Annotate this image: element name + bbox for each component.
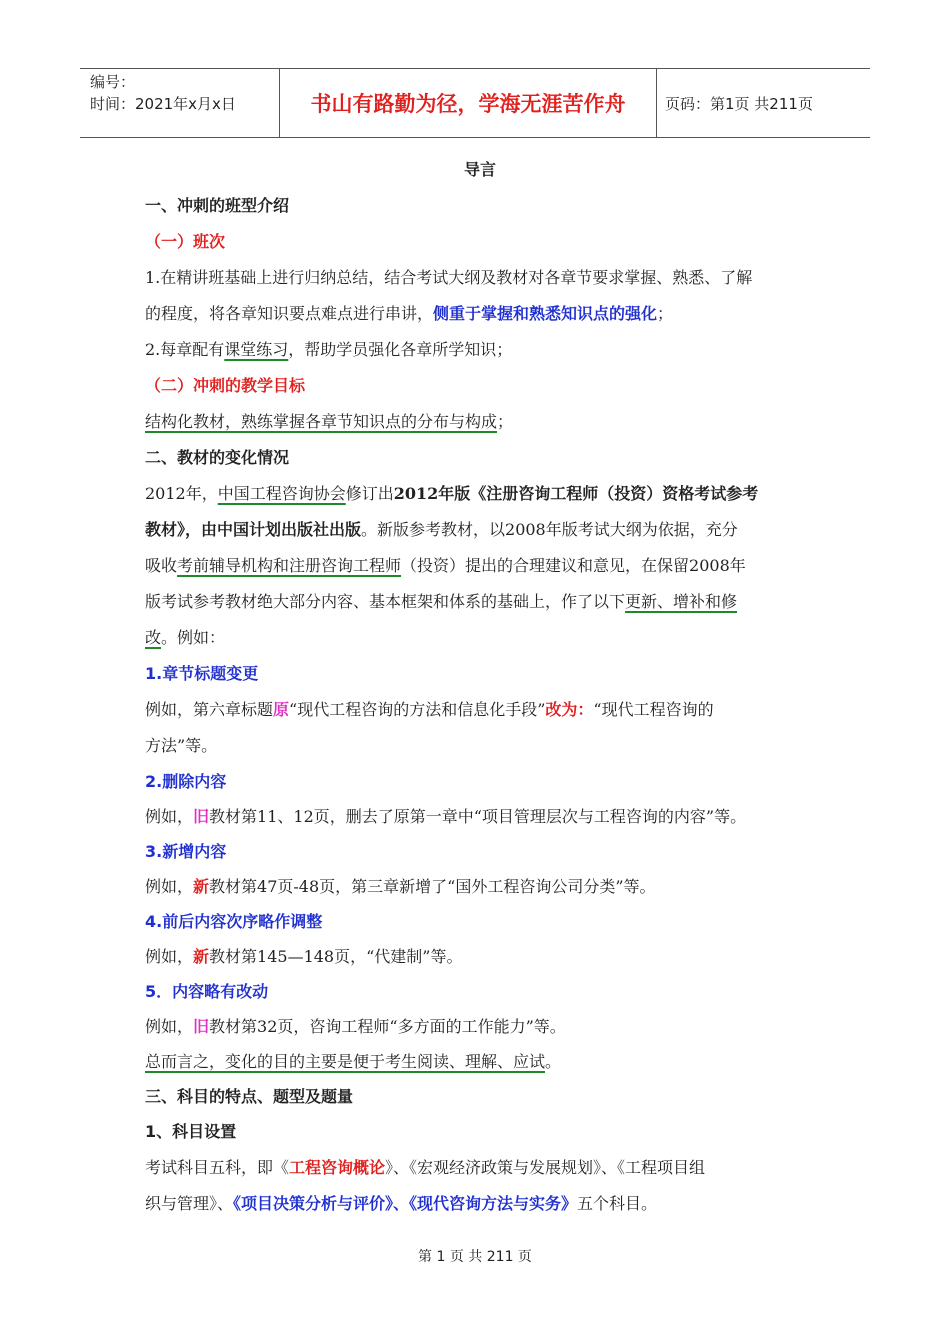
item-heading-5: 5．内容略有改动: [145, 982, 269, 1001]
underlined-text: 更新、增补和修: [625, 592, 738, 611]
highlight-text: 侧重于掌握和熟悉知识点的强化: [433, 304, 658, 323]
paragraph-line: 结构化教材，熟练掌握各章节知识点的分布与构成；: [145, 412, 514, 431]
paragraph-line: 织与管理》、《项目决策分析与评价》、《现代咨询方法与实务》五个科目。: [145, 1194, 658, 1213]
marker-old: 旧: [193, 807, 210, 826]
subject-highlight: 《项目决策分析与评价》、《现代咨询方法与实务》: [233, 1194, 578, 1213]
underlined-text: 总而言之，变化的目的主要是便于考生阅读、理解、应试: [145, 1052, 546, 1071]
paragraph-line: 版考试参考教材绝大部分内容、基本框架和体系的基础上，作了以下更新、增补和修: [145, 592, 738, 611]
paragraph-line: 2012年，中国工程咨询协会修订出2012年版《注册咨询工程师（投资）资格考试参考: [145, 484, 759, 503]
paragraph-line: 例如，第六章标题原“现代工程咨询的方法和信息化手段”改为：“现代工程咨询的: [145, 700, 714, 719]
subject-highlight: 工程咨询概论: [289, 1158, 386, 1177]
page-footer: 第 1 页 共 211 页: [418, 1249, 532, 1265]
section-heading-2: 二、教材的变化情况: [145, 448, 290, 467]
paragraph-line: 例如，旧教材第32页，咨询工程师“多方面的工作能力”等。: [145, 1017, 566, 1036]
bold-text: 2012年版《注册咨询工程师（投资）资格考试参考: [393, 484, 759, 503]
item-heading-4: 4.前后内容次序略作调整: [145, 912, 323, 931]
time-label: 时间：2021年x月x日: [90, 95, 236, 113]
paragraph-line: 改。例如：: [145, 628, 226, 647]
section-heading-3: 三、科目的特点、题型及题量: [145, 1087, 354, 1106]
item-heading-2: 2.删除内容: [145, 772, 227, 791]
marker-new: 新: [193, 877, 210, 896]
marker-changed: 改为：: [545, 700, 594, 719]
bold-text: 教材》，由中国计划出版社出版: [145, 520, 362, 539]
paragraph-line: 吸收考前辅导机构和注册咨询工程师（投资）提出的合理建议和意见，在保留2008年: [145, 556, 746, 575]
number-label: 编号：: [90, 73, 136, 91]
paragraph-line: 总而言之，变化的目的主要是便于考生阅读、理解、应试。: [145, 1052, 562, 1071]
paragraph-line: 例如，新教材第145—148页，“代建制”等。: [145, 947, 463, 966]
subsection-heading-subjects: 1、科目设置: [145, 1122, 237, 1141]
item-heading-3: 3.新增内容: [145, 842, 227, 861]
paragraph-line: 1.在精讲班基础上进行归纳总结，结合考试大纲及教材对各章节要求掌握、熟悉、了解: [145, 268, 753, 287]
underlined-text: 课堂练习: [224, 340, 289, 359]
subsection-heading-goal: （二）冲刺的教学目标: [145, 376, 306, 395]
item-heading-1: 1.章节标题变更: [145, 664, 259, 683]
paragraph-line: 教材》，由中国计划出版社出版。新版参考教材，以2008年版考试大纲为依据，充分: [145, 520, 738, 539]
paragraph-line: 方法”等。: [145, 736, 218, 755]
paragraph-line: 考试科目五科，即《工程咨询概论》、《宏观经济政策与发展规划》、《工程项目组: [145, 1158, 706, 1177]
underlined-text: 中国工程咨询协会: [217, 484, 346, 503]
document-body: [145, 152, 815, 1222]
paragraph-line: 例如，新教材第47页-48页，第三章新增了“国外工程咨询公司分类”等。: [145, 877, 656, 896]
marker-old: 旧: [193, 1017, 210, 1036]
subsection-heading-class: （一）班次: [145, 232, 226, 251]
paragraph-line: 的程度，将各章知识要点难点进行串讲，侧重于掌握和熟悉知识点的强化；: [145, 304, 674, 323]
underlined-text: 结构化教材，熟练掌握各章节知识点的分布与构成: [145, 412, 498, 431]
header-meta: [80, 69, 280, 137]
underlined-text: 考前辅导机构和注册咨询工程师: [177, 556, 402, 575]
paragraph-line: 例如，旧教材第11、12页，删去了原第一章中“项目管理层次与工程咨询的内容”等。: [145, 807, 747, 826]
marker-original: 原: [273, 700, 290, 719]
paragraph-line: 2.每章配有课堂练习，帮助学员强化各章所学知识；: [145, 340, 513, 359]
section-heading-1: 一、冲刺的班型介绍: [145, 196, 290, 215]
doc-title: 导言: [463, 160, 496, 179]
page-header: [80, 68, 870, 138]
underlined-text: 改: [145, 628, 162, 647]
marker-new: 新: [193, 947, 210, 966]
header-page-info: 页码：第1页 共211页: [665, 94, 813, 113]
header-motto: 书山有路勤为径，学海无涯苦作舟: [280, 69, 657, 137]
